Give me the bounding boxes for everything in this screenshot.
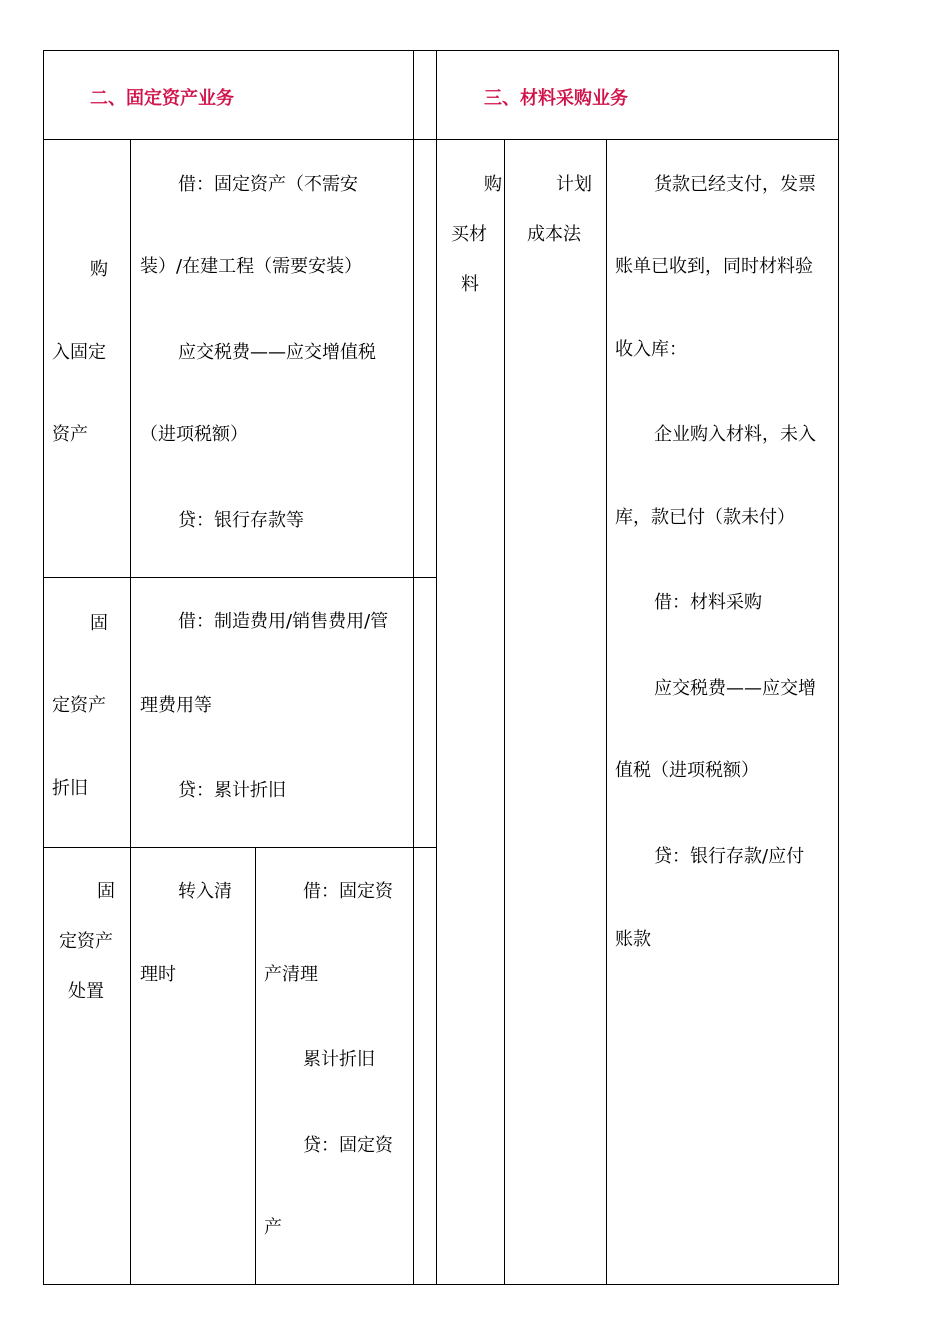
entry-line: 应交税费——应交增值税	[178, 342, 376, 363]
label-line: 处置	[68, 981, 104, 1002]
table-border-top	[43, 50, 839, 51]
label-line: 资产	[52, 424, 88, 445]
entry-line: 值税（进项税额）	[615, 760, 759, 781]
col-divider-material-label	[504, 139, 505, 1285]
table-border-bottom	[43, 1284, 839, 1285]
row-divider-1	[43, 577, 437, 578]
col-divider-disposal	[255, 847, 256, 1285]
col-divider-material-method	[606, 139, 607, 1285]
col-divider-left-end	[413, 50, 414, 1285]
table-border-left	[43, 50, 44, 1285]
entry-line: 装）/在建工程（需要安装）	[140, 256, 363, 277]
row-divider-2	[43, 847, 437, 848]
label-line: 购	[484, 174, 502, 195]
label-line: 买材	[451, 224, 487, 245]
label-line: 固	[97, 881, 115, 902]
entry-line: 货款已经支付，发票	[654, 174, 816, 195]
entry-line: 借：材料采购	[654, 592, 762, 613]
entry-line: 收入库：	[615, 339, 687, 360]
entry-line: 应交税费——应交增	[654, 678, 816, 699]
stage-line: 理时	[140, 964, 176, 985]
entry-line: 账款	[615, 929, 651, 950]
label-line: 入固定	[52, 342, 106, 363]
label-line: 料	[461, 274, 479, 295]
entry-line: 贷：银行存款/应付	[654, 846, 805, 867]
entry-line: 累计折旧	[303, 1049, 375, 1070]
label-line: 折旧	[52, 778, 88, 799]
entry-line: 贷：累计折旧	[178, 780, 286, 801]
header-divider	[43, 139, 839, 140]
entry-line: 企业购入材料，未入	[654, 424, 816, 445]
entry-line: 借：制造费用/销售费用/管	[178, 611, 389, 632]
entry-line: 贷：固定资	[303, 1135, 393, 1156]
section-heading-fixed-assets: 二、固定资产业务	[90, 88, 234, 109]
entry-line: 产清理	[264, 964, 318, 985]
entry-line: 理费用等	[140, 695, 212, 716]
label-line: 定资产	[59, 931, 113, 952]
entry-line: 贷：银行存款等	[178, 510, 304, 531]
label-line: 定资产	[52, 695, 106, 716]
entry-line: （进项税额）	[140, 424, 248, 445]
label-line: 购	[90, 259, 108, 280]
entry-line: 账单已收到，同时材料验	[615, 256, 813, 277]
col-divider-label	[130, 139, 131, 1285]
method-line: 成本法	[527, 224, 581, 245]
entry-line: 借：固定资	[303, 881, 393, 902]
entry-line: 库，款已付（款未付）	[615, 507, 795, 528]
entry-line: 产	[264, 1217, 282, 1238]
stage-line: 转入清	[178, 881, 232, 902]
entry-line: 借：固定资产（不需安	[178, 174, 358, 195]
section-heading-material-purchase: 三、材料采购业务	[484, 88, 628, 109]
method-line: 计划	[556, 174, 592, 195]
table-border-right	[838, 50, 839, 1285]
label-line: 固	[90, 613, 108, 634]
col-divider-right-start	[436, 50, 437, 1285]
